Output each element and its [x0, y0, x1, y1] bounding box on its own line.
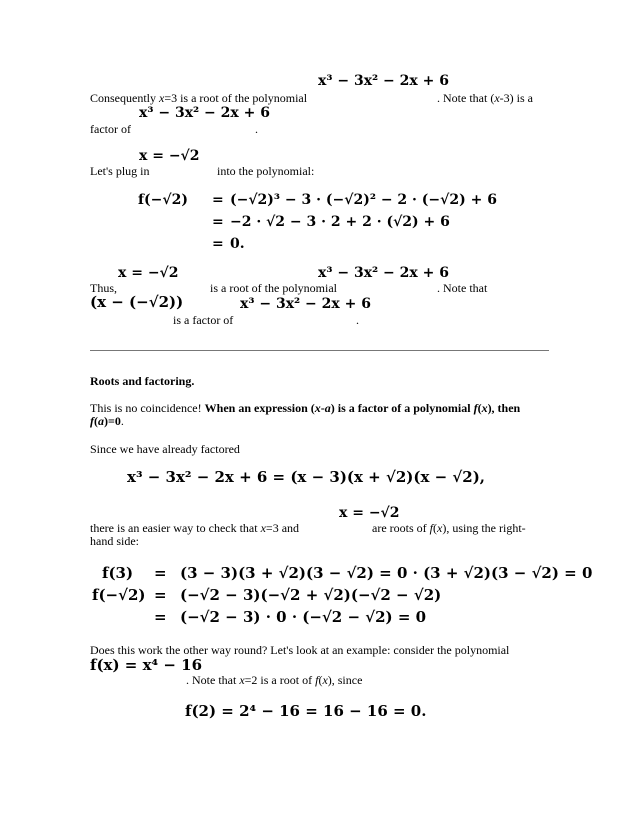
variable: x [494, 91, 500, 105]
check-row-1 [92, 563, 593, 583]
text-line [437, 91, 533, 105]
root-math: x = −√2 [339, 505, 400, 521]
paragraph-line: Since we have already factored [90, 442, 240, 456]
text-span: )=0 [104, 414, 121, 428]
text-span: . Note that ( [437, 91, 495, 105]
text-span: ), then [487, 401, 521, 415]
check-lhs: f(−√2) [92, 586, 146, 604]
derivation-rhs: 0. [230, 236, 245, 252]
text-span: =2 is a root of [244, 673, 316, 687]
text-span: ( [318, 673, 323, 687]
paragraph-line [90, 401, 520, 415]
factored-math: x³ − 3x² − 2x + 6 = (x − 3)(x + √2)(x − √2), [127, 468, 486, 486]
check-rhs: (−√2 − 3)(−√2 + √2)(−√2 − √2) [180, 586, 442, 604]
text-line: . Note that [437, 281, 488, 295]
factor-math: (x − (−√2)) [90, 293, 184, 311]
text-line: Let's plug in [90, 164, 150, 178]
paragraph-line: hand side: [90, 534, 139, 548]
polynomial-math: x³ − 3x² − 2x + 6 [240, 296, 371, 312]
text-line [90, 91, 307, 105]
paragraph-line: Does this work the other way round? Let's look at an example: consider the polynomial [90, 643, 510, 657]
root-math: x = −√2 [139, 148, 200, 164]
variable: x [260, 521, 266, 535]
variable: a [324, 401, 331, 415]
text-line: is a factor of [173, 313, 234, 327]
text-span: ( [94, 414, 98, 428]
polynomial-math: x³ − 3x² − 2x + 6 [318, 265, 449, 281]
text-span: ), using the right- [442, 521, 526, 535]
equals-sign: = [154, 608, 167, 626]
equals-sign: = [212, 192, 224, 208]
derivation-row-3 [138, 234, 538, 254]
text-span: ( [477, 401, 482, 415]
derivation-rhs: −2 · √2 − 3 · 2 + 2 · (√2) + 6 [230, 214, 450, 230]
variable: f [473, 401, 478, 415]
text-line: . [255, 122, 258, 136]
text-span: are roots of [372, 521, 430, 535]
check-lhs: f(3) [102, 564, 134, 582]
variable: x [239, 673, 245, 687]
text-span: =3 and [265, 521, 300, 535]
text-span: . Note that [186, 673, 240, 687]
paragraph-line [372, 521, 526, 535]
text-span: This is no coincidence! [90, 401, 205, 415]
final-math: f(2) = 2⁴ − 16 = 16 − 16 = 0. [185, 702, 427, 720]
variable: x [159, 91, 165, 105]
text-span: When an expression ( [204, 401, 315, 415]
check-row-2 [92, 585, 542, 605]
check-rhs: (3 − 3)(3 + √2)(3 − √2) = 0 · (3 + √2)(3 − √2) = 0 [180, 564, 593, 582]
paragraph-line [186, 673, 362, 687]
text-span: =3 is a root of the polynomial [164, 91, 308, 105]
text-line: Thus, [90, 281, 117, 295]
equals-sign: = [154, 586, 167, 604]
text-line: into the polynomial: [217, 164, 315, 178]
polynomial-math: x³ − 3x² − 2x + 6 [318, 73, 449, 89]
text-span: -3) is a [499, 91, 533, 105]
text-line: . [356, 313, 359, 327]
horizontal-divider [90, 350, 549, 351]
text-span: Consequently [90, 91, 159, 105]
root-math: x = −√2 [118, 265, 179, 281]
check-rhs: (−√2 − 3) · 0 · (−√2 − √2) = 0 [180, 608, 427, 626]
text-span: . [120, 414, 124, 428]
text-line: is a root of the polynomial [210, 281, 337, 295]
derivation-lhs: f(−√2) [138, 192, 188, 208]
text-span: - [320, 401, 325, 415]
variable: x [322, 673, 328, 687]
bold-span [90, 414, 121, 428]
check-row-3 [92, 607, 542, 627]
equals-sign: = [212, 214, 224, 230]
text-span: ), since [327, 673, 363, 687]
text-span: there is an easier way to check that [90, 521, 261, 535]
derivation-rhs: (−√2)³ − 3 · (−√2)² − 2 · (−√2) + 6 [230, 192, 497, 208]
polynomial-math: x³ − 3x² − 2x + 6 [139, 105, 270, 121]
text-span: ( [433, 521, 437, 535]
equals-sign: = [154, 564, 167, 582]
equals-sign: = [212, 236, 224, 252]
paragraph-line [90, 521, 299, 535]
derivation-row-1 [138, 190, 538, 210]
variable: f [90, 414, 94, 428]
paragraph-line [90, 414, 124, 428]
variable: a [98, 414, 104, 428]
variable: x [437, 521, 443, 535]
text-line: factor of [90, 122, 131, 136]
text-span: ) is a factor of a polynomial [330, 401, 474, 415]
variable: x [481, 401, 488, 415]
bold-span [205, 401, 521, 415]
polynomial-math: f(x) = x⁴ − 16 [90, 656, 203, 674]
variable: f [429, 521, 433, 535]
derivation-row-2 [138, 212, 538, 232]
variable: f [315, 673, 319, 687]
variable: x [314, 401, 321, 415]
section-heading: Roots and factoring. [90, 374, 195, 388]
